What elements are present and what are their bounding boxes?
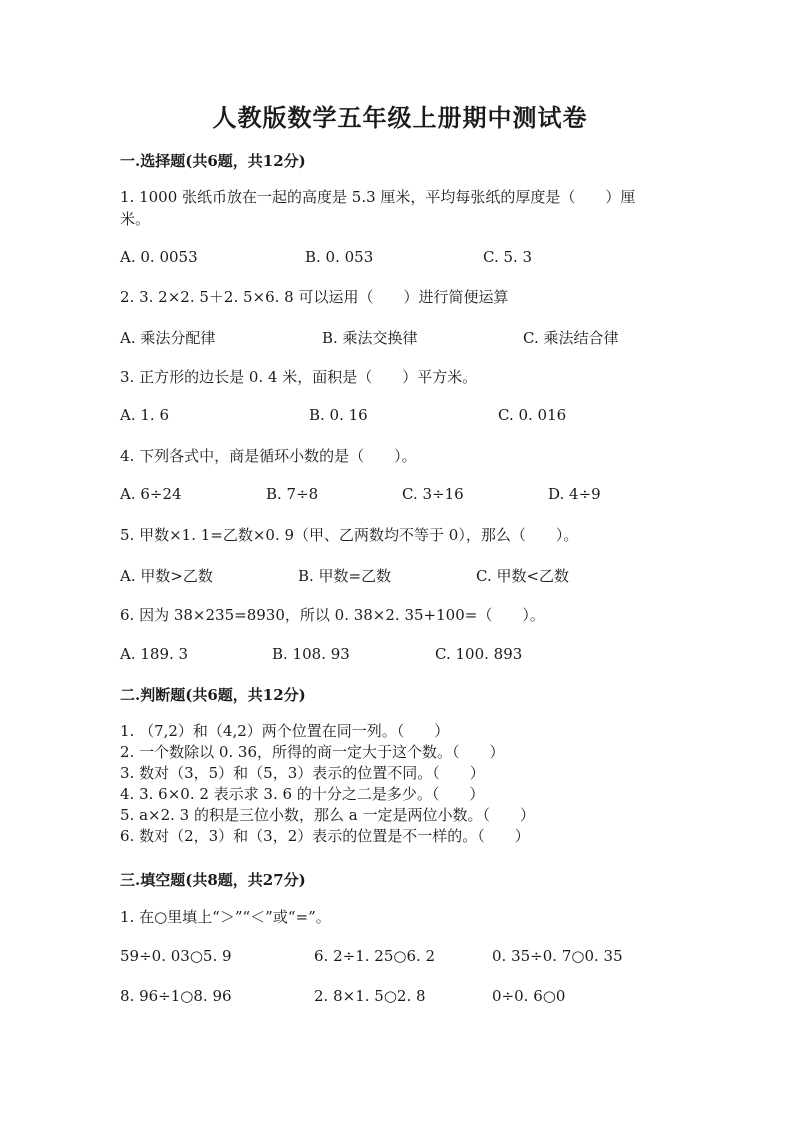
- question-3-option-a: A. 1. 6: [120, 406, 169, 424]
- question-5-option-c: C. 甲数<乙数: [476, 567, 570, 585]
- question-2-option-b: B. 乘法交换律: [322, 329, 418, 347]
- page-title: 人教版数学五年级上册期中测试卷: [212, 103, 588, 132]
- judgement-item: 1. （7,2）和（4,2）两个位置在同一列。（ ）: [120, 722, 450, 740]
- question-1-text: 1. 1000 张纸币放在一起的高度是 5.3 厘米，平均每张纸的厚度是（ ）厘: [120, 188, 636, 206]
- question-3-option-b: B. 0. 16: [309, 406, 368, 424]
- judgement-item: 4. 3. 6×0. 2 表示求 3. 6 的十分之二是多少。（ ）: [120, 785, 485, 803]
- question-6-option-a: A. 189. 3: [120, 645, 189, 663]
- question-1-option-c: C. 5. 3: [483, 248, 533, 266]
- judgement-item: 6. 数对（2，3）和（3，2）表示的位置是不一样的。（ ）: [120, 827, 530, 845]
- section-heading-fill-in: 三.填空题(共8题，共27分): [120, 871, 306, 889]
- judgement-item: 2. 一个数除以 0. 36，所得的商一定大于这个数。（ ）: [120, 743, 505, 761]
- question-2-option-c: C. 乘法结合律: [523, 329, 619, 347]
- comparison-item: 59÷0. 03○5. 9: [120, 947, 232, 965]
- comparison-item: 6. 2÷1. 25○6. 2: [314, 947, 436, 965]
- judgement-item: 3. 数对（3，5）和（5，3）表示的位置不同。（ ）: [120, 764, 485, 782]
- comparison-item: 2. 8×1. 5○2. 8: [314, 987, 426, 1005]
- question-4-option-b: B. 7÷8: [266, 485, 319, 503]
- question-4-option-c: C. 3÷16: [402, 485, 464, 503]
- section-heading-judgement: 二.判断题(共6题，共12分): [120, 686, 306, 704]
- question-5-text: 5. 甲数×1. 1=乙数×0. 9（甲、乙两数均不等于 0），那么（ ）。: [120, 526, 579, 544]
- fill-question-1-text: 1. 在○里填上“＞”“＜”或“=”。: [120, 908, 331, 926]
- question-1-option-b: B. 0. 053: [305, 248, 374, 266]
- question-4-option-a: A. 6÷24: [120, 485, 182, 503]
- question-3-text: 3. 正方形的边长是 0. 4 米，面积是（ ）平方米。: [120, 368, 478, 386]
- question-1-option-a: A. 0. 0053: [120, 248, 198, 266]
- question-5-option-a: A. 甲数>乙数: [120, 567, 213, 585]
- question-1-text-continued: 米。: [120, 210, 151, 228]
- question-2-text: 2. 3. 2×2. 5＋2. 5×6. 8 可以运用（ ）进行简便运算: [120, 288, 509, 306]
- judgement-item: 5. a×2. 3 的积是三位小数，那么 a 一定是两位小数。（ ）: [120, 806, 535, 824]
- comparison-item: 8. 96÷1○8. 96: [120, 987, 232, 1005]
- question-6-text: 6. 因为 38×235=8930，所以 0. 38×2. 35+100=（ ）。: [120, 606, 545, 624]
- question-2-option-a: A. 乘法分配律: [120, 329, 216, 347]
- question-4-option-d: D. 4÷9: [548, 485, 601, 503]
- section-heading-choice: 一.选择题(共6题，共12分): [120, 152, 306, 170]
- question-6-option-c: C. 100. 893: [435, 645, 523, 663]
- comparison-item: 0. 35÷0. 7○0. 35: [492, 947, 623, 965]
- question-3-option-c: C. 0. 016: [498, 406, 567, 424]
- question-4-text: 4. 下列各式中，商是循环小数的是（ ）。: [120, 447, 417, 465]
- question-6-option-b: B. 108. 93: [272, 645, 350, 663]
- question-5-option-b: B. 甲数=乙数: [298, 567, 392, 585]
- comparison-item: 0÷0. 6○0: [492, 987, 566, 1005]
